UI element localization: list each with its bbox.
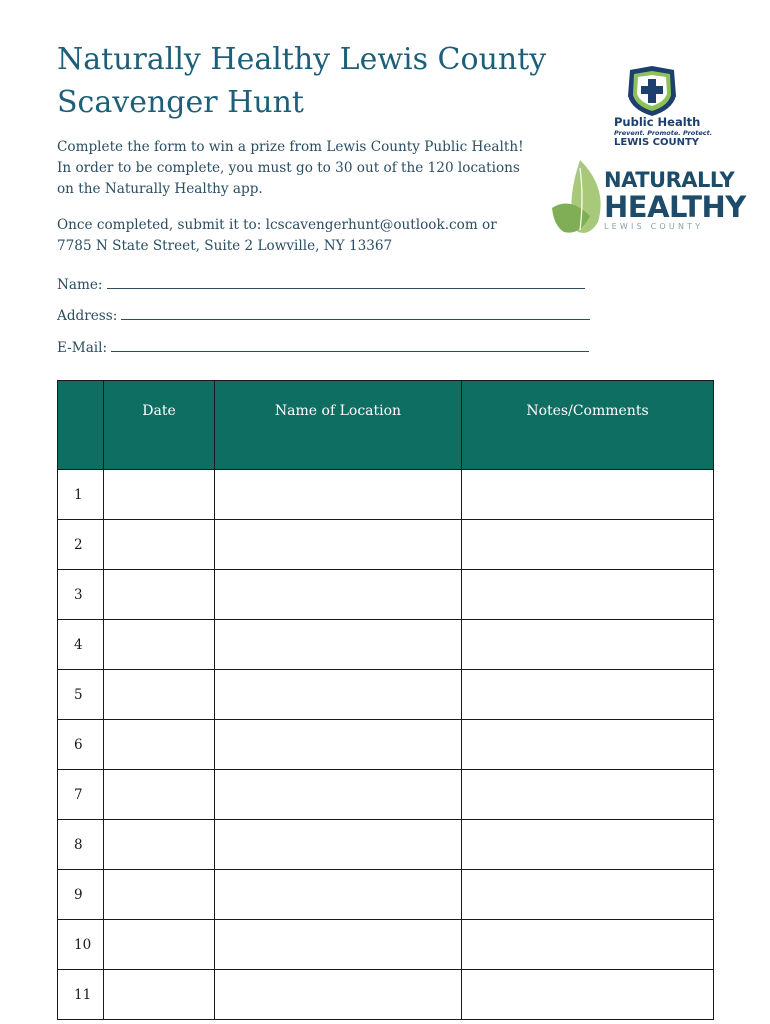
- address-line[interactable]: [121, 309, 590, 320]
- notes-cell[interactable]: [462, 820, 714, 870]
- row-number: 9: [58, 870, 104, 920]
- nh-line-1: NATURALLY: [604, 168, 735, 192]
- table-row: [58, 670, 714, 720]
- nh-line-3: LEWIS COUNTY: [604, 222, 704, 231]
- header-date: Date: [104, 381, 215, 470]
- location-cell[interactable]: [215, 770, 462, 820]
- table-row: [58, 770, 714, 820]
- table-row: [58, 970, 714, 1020]
- header-notes: Notes/Comments: [462, 381, 714, 470]
- notes-cell[interactable]: [462, 970, 714, 1020]
- date-cell[interactable]: [104, 670, 215, 720]
- notes-cell[interactable]: [462, 570, 714, 620]
- notes-cell[interactable]: [462, 670, 714, 720]
- row-number: 8: [58, 820, 104, 870]
- location-cell[interactable]: [215, 870, 462, 920]
- email-field[interactable]: [57, 340, 589, 356]
- row-number: 5: [58, 670, 104, 720]
- date-cell[interactable]: [104, 720, 215, 770]
- public-health-county: LEWIS COUNTY: [614, 137, 700, 148]
- date-cell[interactable]: [104, 870, 215, 920]
- leaf-icon: [550, 158, 610, 238]
- address-field[interactable]: [57, 308, 590, 324]
- location-cell[interactable]: [215, 970, 462, 1020]
- location-cell[interactable]: [215, 820, 462, 870]
- submit-instructions: [57, 215, 557, 257]
- date-cell[interactable]: [104, 620, 215, 670]
- nh-line-2: HEALTHY: [604, 190, 746, 224]
- title-line-2: Scavenger Hunt: [57, 85, 304, 120]
- public-health-tagline: Prevent. Promote. Protect.: [614, 129, 713, 137]
- row-number: 1: [58, 470, 104, 520]
- date-cell[interactable]: [104, 820, 215, 870]
- notes-cell[interactable]: [462, 770, 714, 820]
- notes-cell[interactable]: [462, 520, 714, 570]
- date-cell[interactable]: [104, 520, 215, 570]
- intro-paragraph: [57, 137, 557, 200]
- table-row: [58, 870, 714, 920]
- date-cell[interactable]: [104, 920, 215, 970]
- table-row: [58, 570, 714, 620]
- scavenger-hunt-table: [57, 380, 714, 1020]
- header-number: [58, 381, 104, 470]
- table-row: [58, 720, 714, 770]
- date-cell[interactable]: [104, 570, 215, 620]
- row-number: 6: [58, 720, 104, 770]
- notes-cell[interactable]: [462, 720, 714, 770]
- row-number: 4: [58, 620, 104, 670]
- table-header-row: [58, 381, 714, 470]
- submit-line-1: Once completed, submit it to: lcscavengerhunt@outlook.com or: [57, 217, 497, 233]
- table-row: [58, 620, 714, 670]
- header-location: Name of Location: [215, 381, 462, 470]
- title-line-1: Naturally Healthy Lewis County: [57, 42, 547, 77]
- location-cell[interactable]: [215, 920, 462, 970]
- location-cell[interactable]: [215, 720, 462, 770]
- location-cell[interactable]: [215, 620, 462, 670]
- row-number: 10: [58, 920, 104, 970]
- row-number: 7: [58, 770, 104, 820]
- table-row: [58, 520, 714, 570]
- naturally-healthy-logo: [604, 168, 746, 232]
- name-field[interactable]: [57, 277, 585, 293]
- table-row: [58, 820, 714, 870]
- intro-line-2: In order to be complete, you must go to 30 out of the 120 locations: [57, 160, 520, 176]
- intro-line-1: Complete the form to win a prize from Lewis County Public Health!: [57, 139, 524, 155]
- page-title: [57, 38, 557, 124]
- name-line[interactable]: [107, 278, 585, 289]
- table-row: [58, 920, 714, 970]
- notes-cell[interactable]: [462, 620, 714, 670]
- notes-cell[interactable]: [462, 920, 714, 970]
- row-number: 11: [58, 970, 104, 1020]
- address-label: Address:: [57, 308, 118, 324]
- location-cell[interactable]: [215, 670, 462, 720]
- table-row: [58, 470, 714, 520]
- public-health-title: Public Health: [614, 115, 701, 129]
- location-cell[interactable]: [215, 470, 462, 520]
- date-cell[interactable]: [104, 970, 215, 1020]
- public-health-logo: [614, 116, 714, 148]
- location-cell[interactable]: [215, 520, 462, 570]
- row-number: 3: [58, 570, 104, 620]
- date-cell[interactable]: [104, 770, 215, 820]
- notes-cell[interactable]: [462, 470, 714, 520]
- date-cell[interactable]: [104, 470, 215, 520]
- submit-line-2: 7785 N State Street, Suite 2 Lowville, NY 13367: [57, 238, 393, 254]
- notes-cell[interactable]: [462, 870, 714, 920]
- intro-line-3: on the Naturally Healthy app.: [57, 181, 263, 197]
- row-number: 2: [58, 520, 104, 570]
- email-line[interactable]: [111, 341, 589, 352]
- name-label: Name:: [57, 277, 103, 293]
- location-cell[interactable]: [215, 570, 462, 620]
- email-label: E-Mail:: [57, 340, 108, 356]
